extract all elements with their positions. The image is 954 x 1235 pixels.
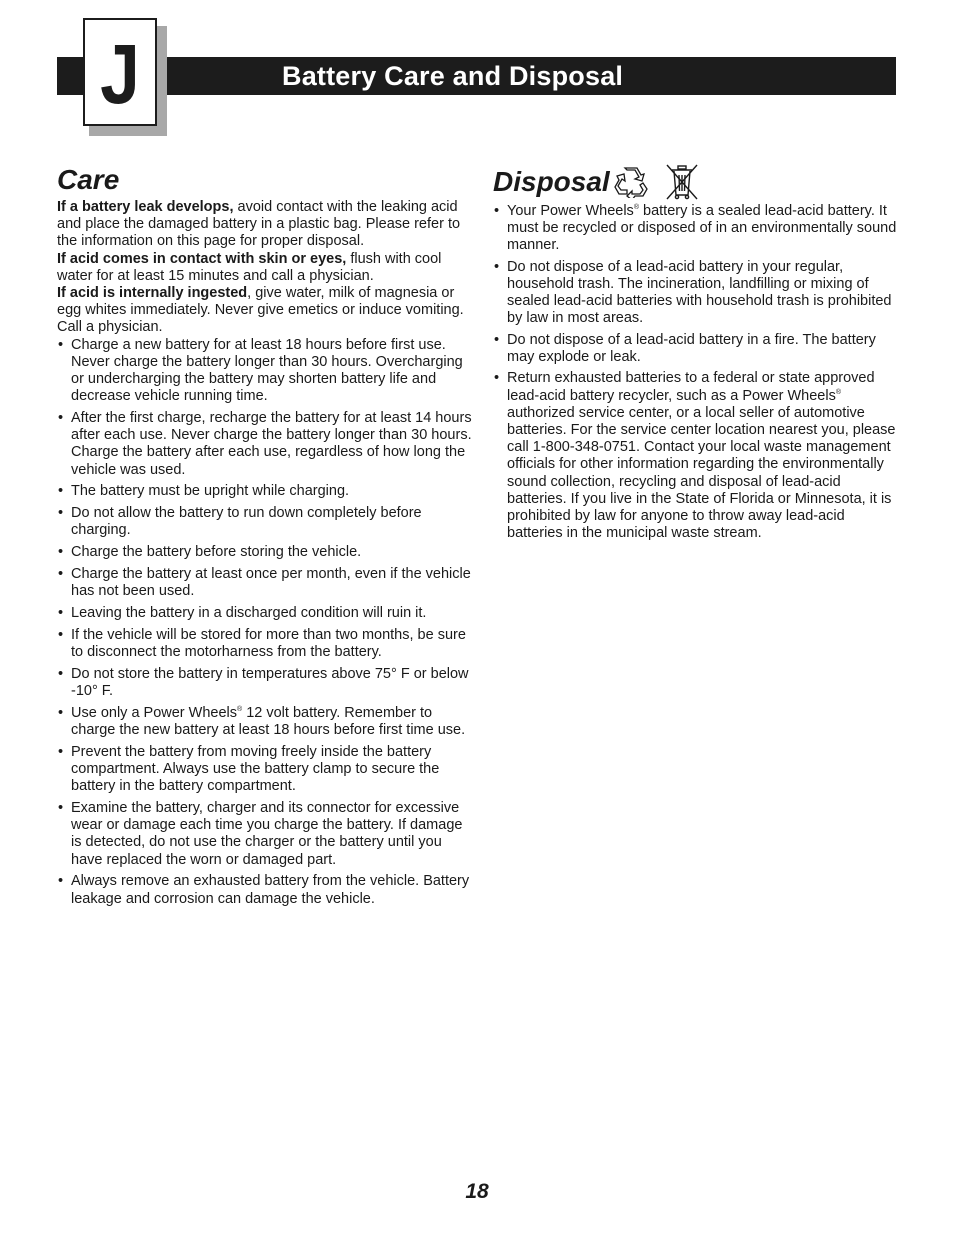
list-item: • Examine the battery, charger and its connector for excessive wear or damage each time you charge the battery. If damage is detected, do not use the charger or the battery until you have replaced the worn or damaged part.: [57, 800, 472, 869]
care-intro-skin: If acid comes in contact with skin or eyes, flush with cool water for at least 15 minutes and call a physician.: [57, 250, 442, 284]
care-intro-ingested: If acid is internally ingested, give water, milk of magnesia or egg whites immediately. Never give emetics or induce vomiting. Call a physician.: [57, 285, 464, 336]
list-item: • Charge a new battery for at least 18 hours before first use. Never charge the battery longer than 30 hours. Overcharging or undercharging the battery may shorten battery life and decrease vehicle running time.: [57, 337, 472, 406]
disposal-bullet-list: [493, 203, 898, 542]
list-item: • Do not dispose of a lead-acid battery in a fire. The battery may explode or leak.: [493, 332, 898, 366]
disposal-heading: Disposal: [493, 166, 610, 197]
list-item: • Your Power Wheels® battery is a sealed lead-acid battery. It must be recycled or disposed of in an environmentally sound manner.: [493, 203, 898, 255]
list-item: • Do not store the battery in temperatures above 75° F or below -10° F.: [57, 666, 472, 700]
list-item: • Return exhausted batteries to a federal or state approved lead-acid battery recycler, such as a Power Wheels® authorized service center, or a local seller of automotive batteries. For the service center location nearest you, please call 1-800-348-0751. Contact your local waste management officials for other information regarding the environmentally sound collection, recycling and disposal of lead-acid batteries. If you live in the State of Florida or Minnesota, it is prohibited by law for anyone to throw away lead-acid batteries in the municipal waste stream.: [493, 370, 898, 542]
care-column: [57, 163, 472, 912]
recycle-icon: [613, 166, 649, 198]
page-title: Battery Care and Disposal: [282, 61, 624, 91]
disposal-column: [493, 163, 898, 547]
list-item: • If the vehicle will be stored for more than two months, be sure to disconnect the motorharness from the battery.: [57, 627, 472, 661]
section-tab: [83, 18, 157, 126]
list-item: • The battery must be upright while charging.: [57, 483, 472, 500]
list-item: • Prevent the battery from moving freely inside the battery compartment. Always use the battery clamp to secure the battery in the battery compartment.: [57, 744, 472, 796]
section-tab-letter: J: [100, 27, 140, 121]
crossed-bin-icon: [663, 163, 701, 201]
care-intro-leak: If a battery leak develops, avoid contact with the leaking acid and place the damaged battery in a plastic bag. Please refer to the information on this page for proper disposal.: [57, 199, 461, 250]
care-heading: Care: [57, 164, 120, 195]
list-item: • Use only a Power Wheels® 12 volt battery. Remember to charge the new battery at least 18 hours before first time use.: [57, 705, 472, 739]
list-item: • After the first charge, recharge the battery for at least 14 hours after each use. Never charge the battery longer than 30 hours. Charge the battery after each use, regardless of how long the vehicle was used.: [57, 410, 472, 479]
list-item: • Always remove an exhausted battery from the vehicle. Battery leakage and corrosion can damage the vehicle.: [57, 873, 472, 907]
disposal-heading-row: [493, 163, 898, 201]
list-item: • Leaving the battery in a discharged condition will ruin it.: [57, 605, 472, 622]
list-item: • Do not allow the battery to run down completely before charging.: [57, 505, 472, 539]
care-bullet-list: [57, 337, 472, 908]
list-item: • Do not dispose of a lead-acid battery in your regular, household trash. The incineration, landfilling or mixing of sealed lead-acid batteries with household trash is prohibited by law in most areas.: [493, 259, 898, 328]
list-item: • Charge the battery at least once per month, even if the vehicle has not been used.: [57, 566, 472, 600]
disposal-icons: [613, 163, 701, 201]
list-item: • Charge the battery before storing the vehicle.: [57, 544, 472, 561]
page-number: 18: [465, 1180, 489, 1203]
